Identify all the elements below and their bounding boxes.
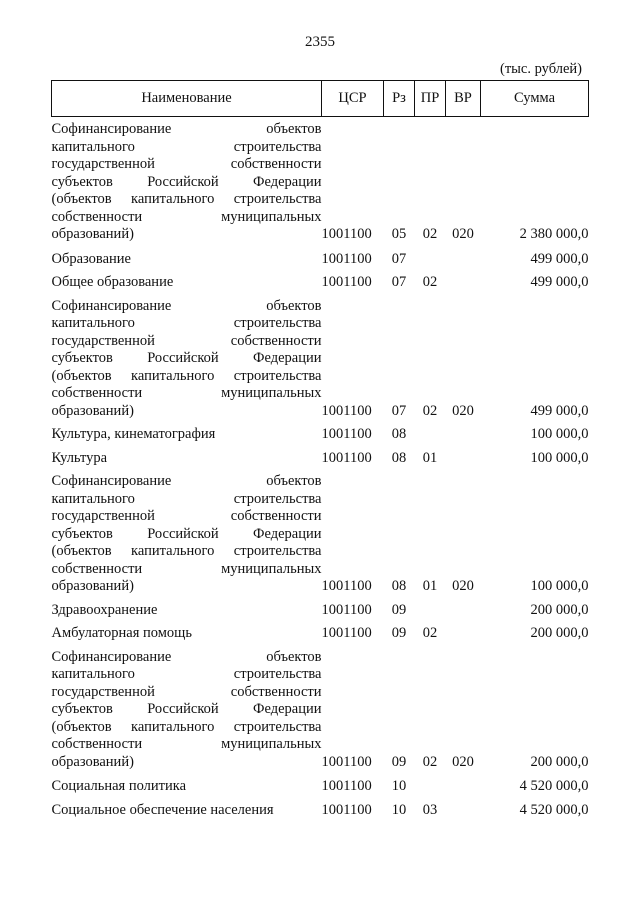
- table-row: [52, 625, 589, 643]
- row-vr: 020: [452, 578, 474, 594]
- row-pr: 01: [422, 449, 438, 466]
- table-row: [52, 450, 589, 468]
- row-name-line: (объектов капитального строительства: [51, 191, 322, 207]
- row-sum: 499 000,0: [530, 274, 589, 290]
- row-name-line: государственной собственности: [51, 156, 322, 172]
- row-pr: 02: [422, 226, 438, 242]
- budget-table: [51, 80, 589, 819]
- table-row: [52, 426, 589, 444]
- header-pr: ПР: [415, 81, 446, 117]
- row-sum: 4 520 000,0: [519, 778, 589, 794]
- row-name-line: государственной собственности: [51, 332, 322, 349]
- row-name-line: субъектов Российской Федерации: [51, 173, 322, 190]
- row-vr: [446, 274, 481, 292]
- row-pr: 02: [422, 625, 438, 641]
- row-spacer: [52, 244, 589, 251]
- row-sum: 100 000,0: [530, 426, 589, 442]
- row-name-line: (объектов капитального строительства: [51, 367, 322, 384]
- row-pr: 02: [422, 753, 438, 770]
- row-name: [52, 802, 322, 820]
- page-number: 2355: [305, 34, 335, 50]
- header-sum: Сумма: [481, 81, 589, 117]
- row-rz: 09: [391, 601, 407, 618]
- row-csr: 1001100: [321, 426, 372, 442]
- row-vr: 020: [452, 226, 474, 242]
- row-csr: 1001100: [321, 625, 372, 641]
- row-name-line: капитального строительства: [51, 666, 322, 682]
- row-name: [52, 778, 322, 796]
- row-csr: 1001100: [321, 449, 372, 466]
- row-spacer: [52, 771, 589, 778]
- row-name-line: образований): [51, 753, 134, 770]
- table-row: [52, 802, 589, 820]
- row-pr: 01: [422, 578, 438, 594]
- row-pr: 02: [422, 274, 438, 290]
- table-row: [52, 274, 589, 292]
- row-csr: 1001100: [321, 778, 372, 794]
- row-name-line: Общее образование: [51, 274, 174, 290]
- row-rz: 07: [391, 250, 407, 267]
- row-csr: 1001100: [321, 753, 372, 770]
- row-name-line: (объектов капитального строительства: [51, 718, 322, 735]
- row-vr: [446, 602, 481, 620]
- row-pr: 03: [422, 801, 438, 818]
- row-sum: 200 000,0: [530, 753, 589, 770]
- row-name: [52, 251, 322, 269]
- units-label: (тыс. рублей): [500, 61, 582, 77]
- row-vr: [446, 802, 481, 820]
- row-name-line: Социальная политика: [51, 778, 187, 794]
- row-name: [52, 298, 322, 421]
- row-rz: 10: [391, 801, 407, 818]
- table-row: [52, 251, 589, 269]
- row-vr: 020: [452, 753, 474, 770]
- header-csr: ЦСР: [322, 81, 384, 117]
- row-sum: 499 000,0: [530, 402, 589, 419]
- row-name-line: государственной собственности: [51, 683, 322, 700]
- row-name-line: собственности муниципальных: [51, 736, 322, 752]
- row-pr: [415, 426, 446, 444]
- row-name-line: Культура, кинематография: [51, 426, 216, 442]
- row-sum: 4 520 000,0: [519, 801, 589, 818]
- row-csr: 1001100: [321, 274, 372, 290]
- row-name-line: собственности муниципальных: [51, 560, 322, 577]
- row-name: [52, 274, 322, 292]
- table-body: [52, 117, 589, 820]
- row-rz: 07: [391, 402, 407, 419]
- row-pr: [415, 251, 446, 269]
- row-name-line: Социальное обеспечение населения: [51, 801, 274, 818]
- row-rz: 09: [391, 753, 407, 770]
- row-name-line: капитального строительства: [51, 315, 322, 331]
- table-row: [52, 602, 589, 620]
- row-name-line: государственной собственности: [51, 508, 322, 524]
- row-sum: 200 000,0: [530, 601, 589, 618]
- row-name-line: субъектов Российской Федерации: [51, 525, 322, 542]
- row-pr: 02: [422, 402, 438, 419]
- row-csr: 1001100: [321, 801, 372, 818]
- row-rz: 07: [391, 274, 407, 290]
- header-vr: ВР: [446, 81, 481, 117]
- row-name-line: образований): [51, 226, 134, 242]
- spacer-cell: [52, 771, 589, 778]
- row-name-line: Софинансирование объектов: [51, 297, 322, 314]
- row-name: [52, 121, 322, 244]
- row-name-line: субъектов Российской Федерации: [51, 350, 322, 366]
- row-name: [52, 625, 322, 643]
- spacer-cell: [52, 244, 589, 251]
- row-name-line: Здравоохранение: [51, 601, 158, 618]
- row-name: [52, 473, 322, 596]
- row-vr: [446, 251, 481, 269]
- row-name-line: (объектов капитального строительства: [51, 543, 322, 559]
- row-name-line: образований): [51, 402, 134, 419]
- row-csr: 1001100: [321, 601, 372, 618]
- row-name: [52, 602, 322, 620]
- row-name-line: собственности муниципальных: [51, 208, 322, 225]
- table-header-row: [52, 81, 589, 117]
- row-vr: [446, 450, 481, 468]
- row-name: [52, 426, 322, 444]
- row-name: [52, 450, 322, 468]
- row-sum: 200 000,0: [530, 625, 589, 641]
- row-rz: 10: [391, 778, 407, 794]
- row-csr: 1001100: [321, 250, 372, 267]
- row-name-line: Культура: [51, 449, 108, 466]
- table-row: [52, 473, 589, 596]
- row-csr: 1001100: [321, 402, 372, 419]
- row-name-line: Софинансирование объектов: [51, 121, 322, 137]
- row-name-line: Софинансирование объектов: [51, 648, 322, 665]
- row-vr: [446, 625, 481, 643]
- row-sum: 2 380 000,0: [519, 226, 589, 242]
- row-rz: 09: [391, 625, 407, 641]
- table-row: [52, 298, 589, 421]
- row-name-line: Образование: [51, 250, 131, 267]
- header-name: Наименование: [52, 81, 322, 117]
- table-row: [52, 121, 589, 244]
- row-rz: 08: [391, 449, 407, 466]
- row-pr: [415, 602, 446, 620]
- row-csr: 1001100: [321, 578, 372, 594]
- row-rz: 08: [391, 578, 407, 594]
- row-sum: 100 000,0: [530, 578, 589, 594]
- row-vr: [446, 778, 481, 796]
- row-vr: 020: [452, 402, 474, 419]
- table-row: [52, 649, 589, 772]
- row-name-line: собственности муниципальных: [51, 385, 322, 401]
- row-name-line: образований): [51, 578, 134, 594]
- row-csr: 1001100: [321, 226, 372, 242]
- row-rz: 08: [391, 426, 407, 442]
- row-name-line: капитального строительства: [51, 138, 322, 155]
- row-name-line: Софинансирование объектов: [51, 473, 322, 489]
- row-name-line: субъектов Российской Федерации: [51, 701, 322, 717]
- row-name-line: капитального строительства: [51, 490, 322, 507]
- row-name-line: Амбулаторная помощь: [51, 625, 192, 641]
- table-row: [52, 778, 589, 796]
- header-rz: Рз: [384, 81, 415, 117]
- row-sum: 100 000,0: [530, 449, 589, 466]
- row-name: [52, 649, 322, 772]
- row-sum: 499 000,0: [530, 250, 589, 267]
- row-vr: [446, 426, 481, 444]
- row-pr: [415, 778, 446, 796]
- row-rz: 05: [391, 226, 407, 242]
